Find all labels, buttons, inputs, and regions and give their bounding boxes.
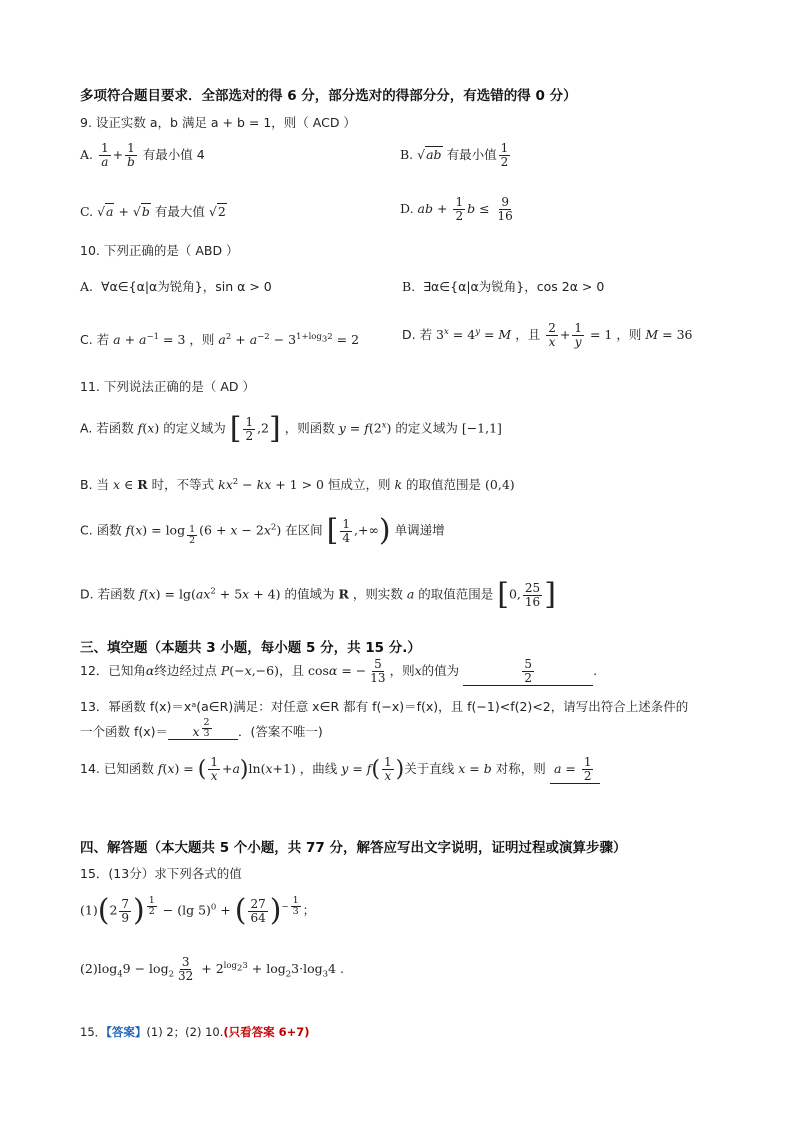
q10-c-post: ，则 xyxy=(189,332,215,347)
q9-option-a: A. $\frac{1}{a}$ + $\frac{1}{b}$ 有最小值 4 xyxy=(80,141,205,169)
q10-option-d: D. 若 $3^x = 4^y = M$ ，且 $\frac{2}{x}$ + $\frac{1}{y}$ = 1 ，则 M = 36 xyxy=(402,321,693,349)
q11-a-pre: A. 若函数 xyxy=(80,420,134,436)
q11-c-mid: 在区间 xyxy=(285,522,323,538)
q9-option-b: B. √ab 有最小值 $\frac{1}{2}$ xyxy=(400,141,509,169)
q13-line2 xyxy=(80,718,323,740)
q12-answer-numerator: 5 xyxy=(524,657,532,671)
q12-mid2: ，且 xyxy=(278,663,304,678)
q9-a-text: 有最小值 4 xyxy=(142,147,205,162)
q9-option-d: D. ab + $\frac{1}{2}$ b ≤ $\frac{9}{16}$ xyxy=(400,195,513,223)
q12-mid1: 终边经过点 xyxy=(154,663,217,678)
q9-c-text: 有最大值 xyxy=(154,204,205,219)
q12-mid4: 的值为 xyxy=(421,663,460,678)
q11-b-pre: B. 当 xyxy=(80,477,110,492)
q9-d-label: D. xyxy=(400,201,414,216)
q11-stem: 11. 下列说法正确的是（ AD ） xyxy=(80,379,255,394)
q14-mid2: 关于直线 xyxy=(404,761,455,776)
q14-answer-blank: a = $\frac{1}{2}$ xyxy=(550,756,600,784)
answer-tag: 【答案】 xyxy=(106,1025,147,1039)
top-heading: 多项符合题目要求．全部选对的得 6 分，部分选对的得部分分，有选错的得 0 分） xyxy=(80,88,577,104)
q15-part1: (1)(2 $\frac{7}{9}$ ) $^{\frac{1}{2}}$ − (lg 5)$^0$ + ( $\frac{27}{64}$ )$^{- \frac{1}{3}}$ ； xyxy=(80,893,316,928)
answer-note: (只看答案 6+7) xyxy=(223,1025,310,1039)
q10-d-post: ，则 xyxy=(616,327,642,342)
q9-stem: 9. 设正实数 a，b 满足 a + b = 1，则（ ACD ） xyxy=(80,115,356,130)
q11-a-mid1: 的定义域为 xyxy=(163,420,226,436)
q11-a-mid2: ，则函数 xyxy=(284,420,335,436)
q10-d-mid: ，且 xyxy=(515,327,541,342)
q10-d-pre: D. 若 xyxy=(402,327,433,342)
q13-line2-post: ．(答案不唯一) xyxy=(238,724,323,740)
q11-d-pre: D. 若函数 xyxy=(80,586,136,602)
q11-a-mid3: 的定义域为 xyxy=(395,420,458,436)
q12-answer-denominator: 2 xyxy=(524,671,532,685)
q14-mid: ，曲线 xyxy=(299,761,338,776)
q14-mid3: 对称，则 xyxy=(495,761,546,776)
section4-title: 四、解答题（本大题共 5 个小题，共 77 分，解答应写出文字说明，证明过程或演算步骤） xyxy=(80,840,627,856)
q9-option-c: C. √a + √b 有最大值 √2 xyxy=(80,204,226,219)
q13-answer-blank: x $^{\frac{2}{3}}$ xyxy=(168,718,238,740)
q11-option-c: C. 函数 f(x) = log $_{\frac{1}{2}}$ $(6 + x - 2x^2)$ 在区间 [ $\frac{1}{4}$ ,+∞) 单调递增 xyxy=(80,513,445,548)
q12-answer-blank xyxy=(463,658,593,686)
q11-option-b: B. 当 x ∈ R 时，不等式 $kx^2$ − kx + 1 > 0 恒成立，则 k 的取值范围是 (0,4) xyxy=(80,476,515,492)
q9-b-text: 有最小值 xyxy=(446,147,497,162)
q12-pre: 12．已知角 xyxy=(80,663,146,678)
q10-option-c: C. 若 $a + a^{-1} = 3$ ，则 $a^2 + a^{-2} - 3^{1+log_32} = 2$ xyxy=(80,331,360,347)
q10-c-pre: C. 若 xyxy=(80,332,110,347)
q11-c-post: 单调递增 xyxy=(394,522,445,538)
q10-b-text: ∃α∈{α|α为锐角}，cos 2α > 0 xyxy=(423,279,605,294)
q11-d-mid1: 的值域为 xyxy=(284,586,335,602)
q15-part2: $(2)\log_49 - \log_2$ $\frac{3}{32}$ + $2^{log_23} + \log_23\cdot\log_34$ . xyxy=(80,955,344,983)
q12-mid3: ，则 xyxy=(389,663,415,678)
q15-part2-label: (2) xyxy=(80,961,98,976)
q11-d-mid2: ，则实数 xyxy=(352,586,403,602)
q11-b-mid1: 时，不等式 xyxy=(151,477,215,492)
q15-answer xyxy=(80,1024,310,1040)
q11-c-pre: C. 函数 xyxy=(80,522,122,538)
answer-number: 15． xyxy=(80,1025,107,1039)
q11-option-a: A. 若函数 f(x) 的定义域为 [ $\frac{1}{2}$ ,2] ，则函数 $y = f(2^x)$ 的定义域为 [−1,1] xyxy=(80,411,502,446)
q15-stem: 15．(13分）求下列各式的值 xyxy=(80,866,242,881)
q13-line1: 13．幂函数 f(x)＝xᵃ(a∈R)满足：对任意 x∈R 都有 f(−x)＝f(x)，且 f(−1)<f(2)<2，请写出符合上述条件的 xyxy=(80,699,689,714)
section3-title: 三、填空题（本题共 3 小题，每小题 5 分，共 15 分.） xyxy=(80,640,421,656)
q14: 14. 已知函数 f(x) = ( $\frac{1}{x}$ +a)ln(x+1) ，曲线 y = f( $\frac{1}{x}$ )关于直线 x = b 对称，则 a = $\frac{1}{2}$ xyxy=(80,756,600,784)
q10-option-b: B. ∃α∈{α|α为锐角}，cos 2α > 0 xyxy=(402,279,605,294)
q14-pre: 14. 已知函数 xyxy=(80,761,154,776)
q11-b-mid2: 恒成立，则 xyxy=(327,477,391,492)
q11-b-mid3: 的取值范围是 xyxy=(406,477,482,492)
q11-d-mid3: 的取值范围是 xyxy=(418,586,494,602)
q10-option-a: A. ∀α∈{α|α为锐角}，sin α > 0 xyxy=(80,279,272,294)
answer-text: (1) 2；(2) 10. xyxy=(146,1025,224,1039)
q15-part1-label: (1) xyxy=(80,902,98,918)
q11-option-d: D. 若函数 $f(x) = \lg(ax^2 + 5x + 4)$ 的值域为 R ，则实数 a 的取值范围是 [0, $\frac{25}{16}$ ] xyxy=(80,577,556,612)
q10-a-text: ∀α∈{α|α为锐角}，sin α > 0 xyxy=(100,279,272,294)
q10-stem: 10. 下列正确的是（ ABD ） xyxy=(80,243,239,258)
q12: 12．已知角α终边经过点 P(−x,−6)，且 cosα = − $\frac{5}{13}$ ，则x的值为 $\frac{5}{2}$ . xyxy=(80,657,598,685)
q13-line2-pre: 一个函数 f(x)＝ xyxy=(80,724,169,740)
